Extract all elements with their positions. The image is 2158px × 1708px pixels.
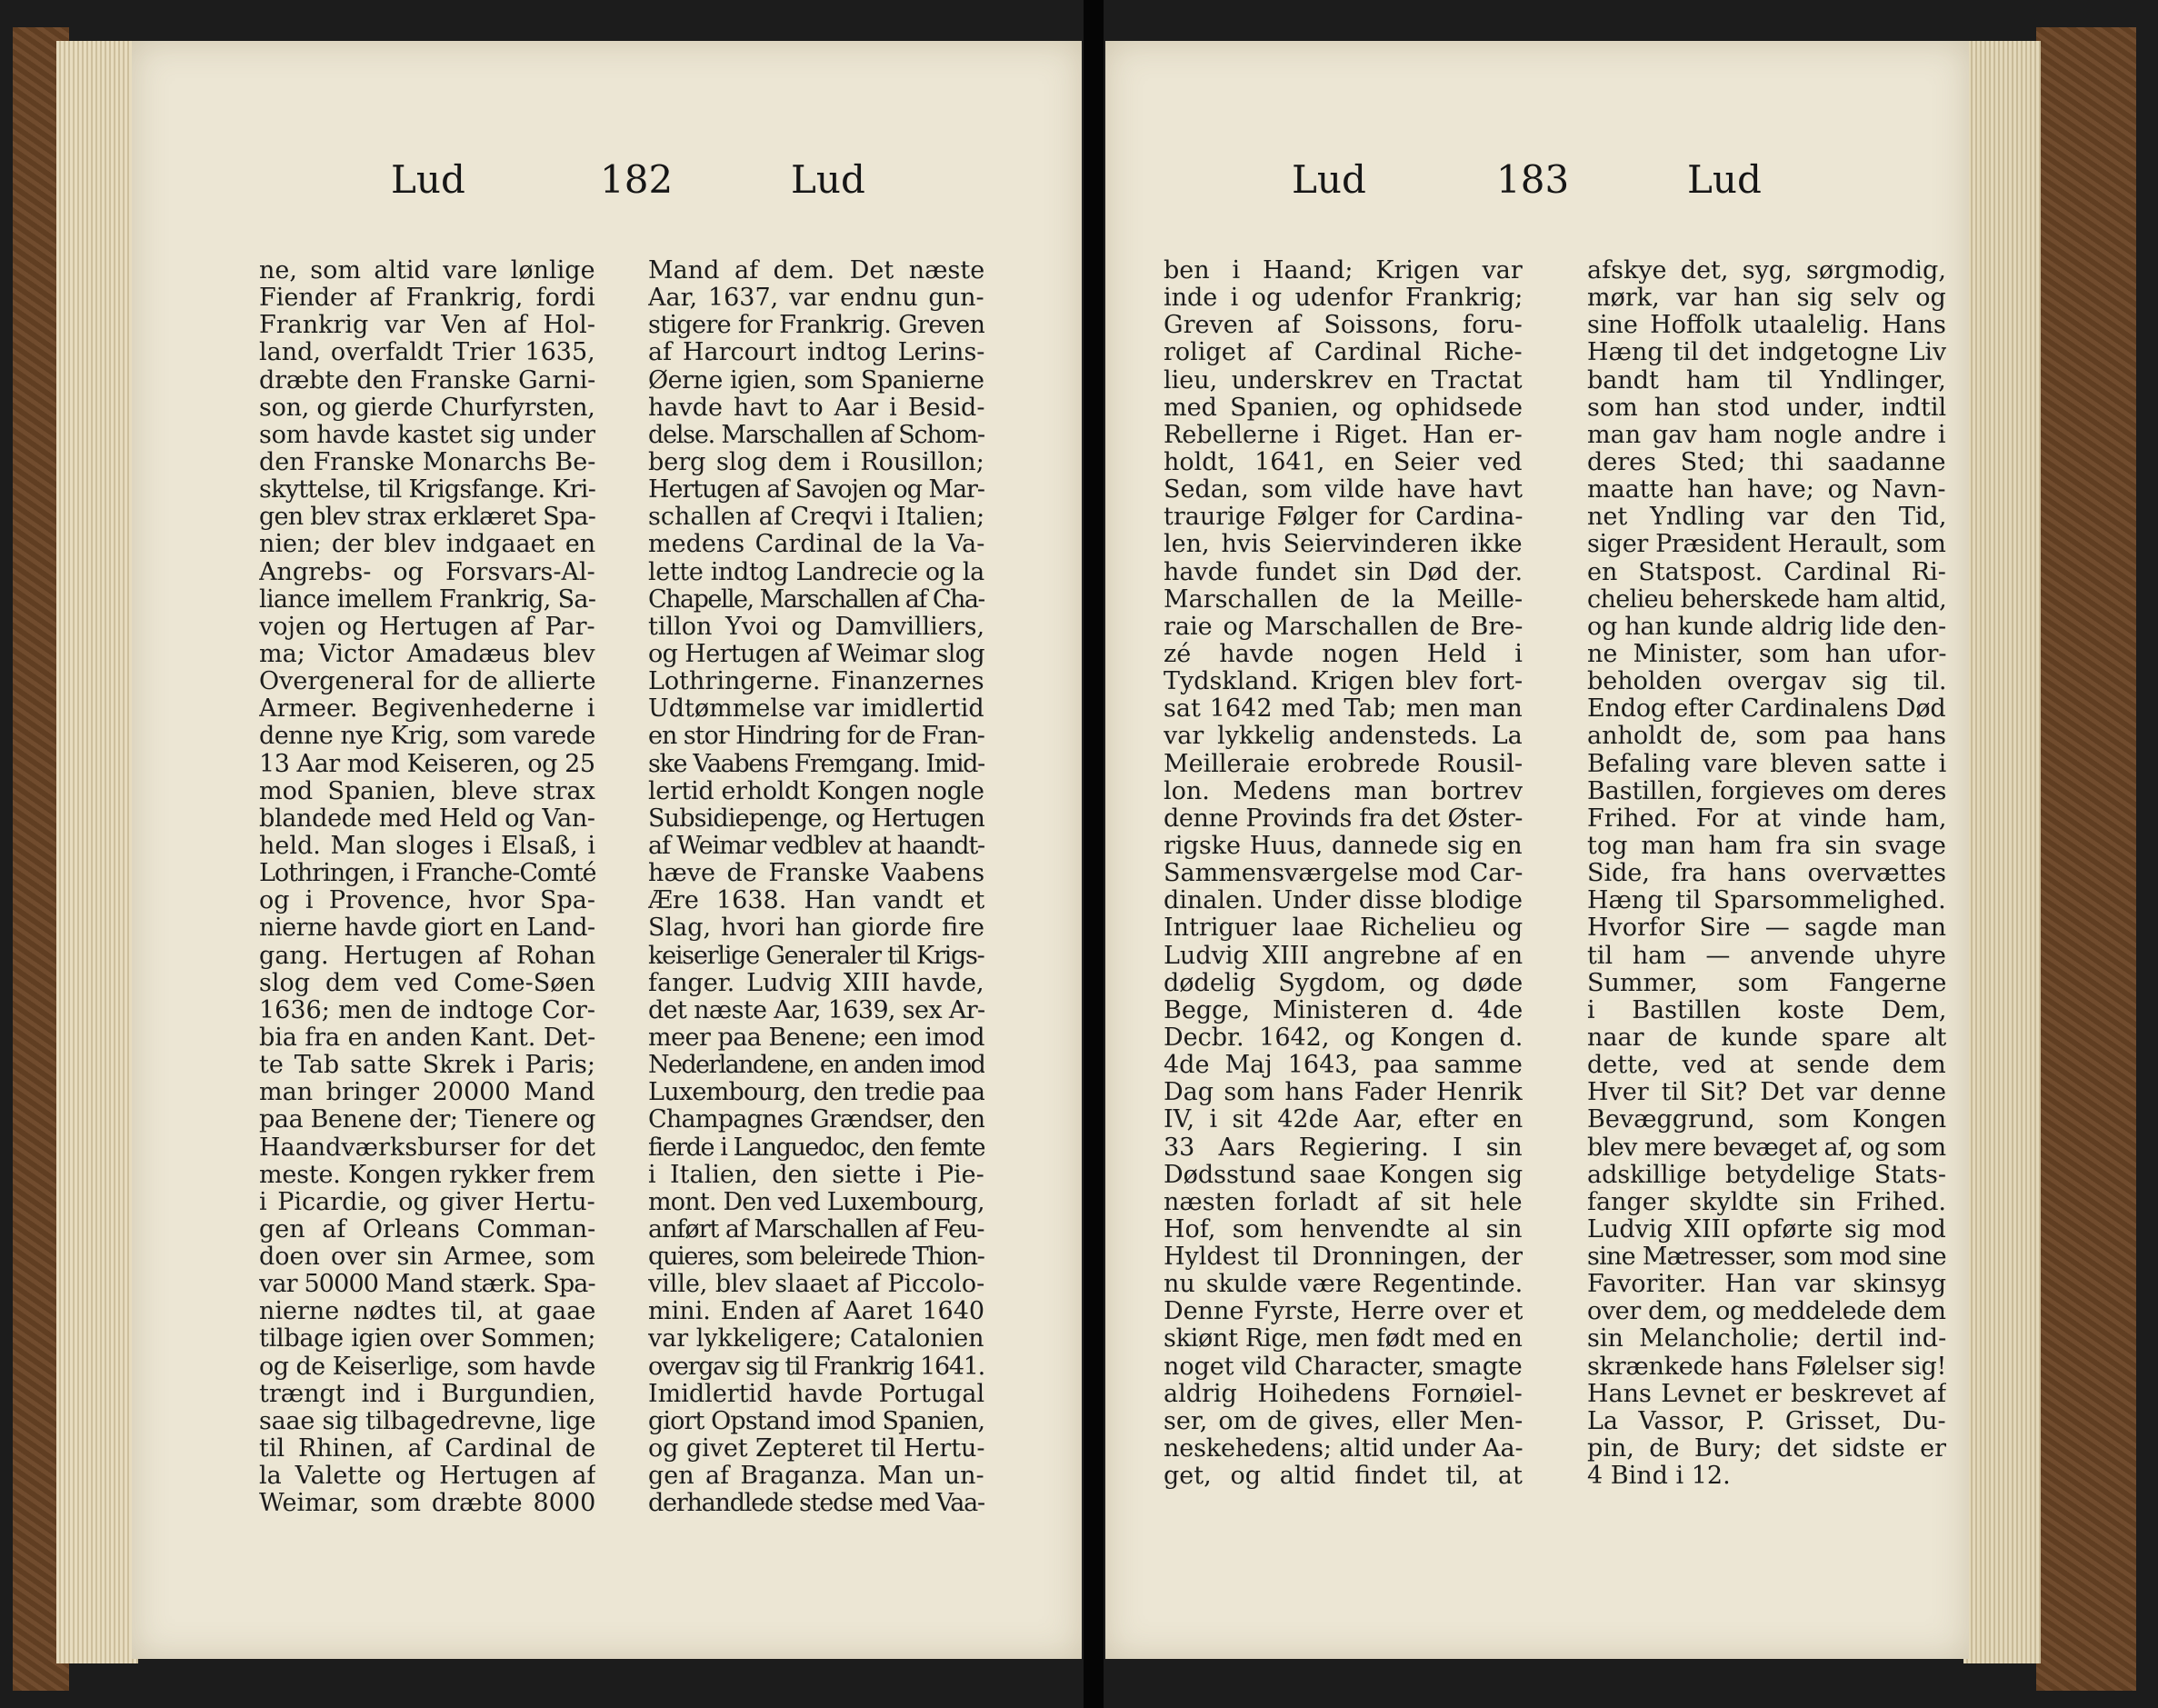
header-right-word: Lud: [1687, 157, 1762, 202]
text-line: sine Mætresser, som mod sine: [1587, 1244, 1946, 1272]
text-line: anført af Marschallen af Feu-: [648, 1215, 984, 1244]
page-number: 183: [1496, 157, 1570, 202]
text-line: berg slog dem i Rousillon;: [648, 448, 984, 476]
text-line: Summer, som Fangerne: [1587, 969, 1946, 997]
text-line: var lykkelig andensteds. La: [1164, 723, 1523, 751]
text-line: blandede med Held og Van-: [259, 804, 595, 833]
text-line: Hans Levnet er beskrevet af: [1587, 1380, 1946, 1408]
text-line: delse. Marschallen af Schom-: [648, 421, 984, 449]
text-line: pin, de Bury; det sidste er: [1587, 1435, 1946, 1463]
text-line: fanger. Ludvig XIII havde,: [648, 969, 984, 997]
text-line: Marschallen de la Meille-: [1164, 585, 1523, 614]
text-line: IV, i sit 42de Aar, efter en: [1164, 1106, 1523, 1134]
text-line: tillon Yvoi og Damvilliers,: [648, 613, 984, 641]
text-line: Bevæggrund, som Kongen: [1587, 1106, 1946, 1134]
text-line: Udtømmelse var imidlertid: [648, 695, 984, 724]
text-line: som han stod under, indtil: [1587, 394, 1946, 422]
text-line: bandt ham til Yndlinger,: [1587, 366, 1946, 395]
text-line: maatte han have; og Navn-: [1587, 476, 1946, 504]
text-line: mørk, var han sig selv og: [1587, 285, 1946, 313]
text-line: bia fra en anden Kant. Det-: [259, 1024, 595, 1052]
text-line: net Yndling var den Tid,: [1587, 504, 1946, 532]
text-column-1: [1164, 257, 1523, 1490]
text-line: Tydskland. Krigen blev fort-: [1164, 668, 1523, 696]
text-line: dødelig Sygdom, og døde: [1164, 969, 1523, 997]
text-line: det næste Aar, 1639, sex Ar-: [648, 996, 984, 1024]
text-line: tilbage igien over Sommen;: [259, 1325, 595, 1353]
text-line: medens Cardinal de la Va-: [648, 531, 984, 559]
text-line: Øerne igien, som Spanierne: [648, 366, 984, 395]
text-line: roliget af Cardinal Riche-: [1164, 339, 1523, 367]
text-line: anholdt de, som paa hans: [1587, 723, 1946, 751]
text-line: rigske Huus, dannede sig en: [1164, 832, 1523, 860]
text-line: ne Minister, som han ufor-: [1587, 640, 1946, 668]
text-line: lette indtog Landrecie og la: [648, 558, 984, 586]
text-line: sine Hoffolk utaalelig. Hans: [1587, 312, 1946, 340]
text-line: nien; der blev indgaaet en: [259, 531, 595, 559]
text-line: traurige Følger for Cardina-: [1164, 504, 1523, 532]
text-line: af Weimar vedblev at haandt-: [648, 832, 984, 860]
text-line: 33 Aars Regiering. I sin: [1164, 1134, 1523, 1162]
text-line: Ludvig XIII opførte sig mod: [1587, 1215, 1946, 1244]
text-line: Favoriter. Han var skinsyg: [1587, 1271, 1946, 1299]
text-line: noget vild Character, smagte: [1164, 1353, 1523, 1381]
text-line: dette, ved at sende dem: [1587, 1052, 1946, 1080]
text-line: en stor Hindring for de Fran-: [648, 723, 984, 751]
text-line: meste. Kongen rykker frem: [259, 1161, 595, 1189]
text-line: var lykkeligere; Catalonien: [648, 1325, 984, 1353]
text-line: skyttelse, til Krigsfange. Kri-: [259, 476, 595, 504]
text-line: næsten forladt af sit hele: [1164, 1188, 1523, 1216]
text-line: Angrebs- og Forsvars-Al-: [259, 558, 595, 586]
text-line: liance imellem Frankrig, Sa-: [259, 585, 595, 614]
text-line: naar de kunde spare alt: [1587, 1024, 1946, 1052]
text-line: siger Præsident Herault, som: [1587, 531, 1946, 559]
text-line: havde havt to Aar i Besid-: [648, 394, 984, 422]
text-line: Endog efter Cardinalens Død: [1587, 695, 1946, 724]
text-line: doen over sin Armee, som: [259, 1244, 595, 1272]
text-line: Hertugen af Savojen og Mar-: [648, 476, 984, 504]
text-line: sat 1642 med Tab; men man: [1164, 695, 1523, 724]
text-line: Hver til Sit? Det var denne: [1587, 1079, 1946, 1107]
text-line: en Statspost. Cardinal Ri-: [1587, 558, 1946, 586]
text-line: beholden overgav sig til.: [1587, 668, 1946, 696]
text-line: Nederlandene, en anden imod: [648, 1052, 984, 1080]
text-line: paa Benene der; Tienere og: [259, 1106, 595, 1134]
text-line: og de Keiserlige, som havde: [259, 1353, 595, 1381]
text-line: ne, som altid vare lønlige: [259, 257, 595, 285]
text-line: zé havde nogen Held i: [1164, 640, 1523, 668]
text-line: den Franske Monarchs Be-: [259, 448, 595, 476]
text-line: til Rhinen, af Cardinal de: [259, 1435, 595, 1463]
text-line: held. Man sloges i Elsaß, i: [259, 832, 595, 860]
text-line: mini. Enden af Aaret 1640: [648, 1298, 984, 1326]
text-line: Frankrig var Ven af Hol-: [259, 312, 595, 340]
text-line: Befaling vare bleven satte i: [1587, 750, 1946, 778]
text-line: gang. Hertugen af Rohan: [259, 942, 595, 970]
text-line: ske Vaabens Fremgang. Imid-: [648, 750, 984, 778]
text-line: Luxembourg, den tredie paa: [648, 1079, 984, 1107]
text-line: Weimar, som dræbte 8000: [259, 1490, 595, 1518]
text-line: stigere for Frankrig. Greven: [648, 312, 984, 340]
text-line: lieu, underskrev en Tractat: [1164, 366, 1523, 395]
text-line: giort Opstand imod Spanien,: [648, 1407, 984, 1435]
text-line: dinalen. Under disse blodige: [1164, 887, 1523, 915]
text-line: nierne havde giort en Land-: [259, 914, 595, 943]
text-line: Sammensværgelse mod Car-: [1164, 860, 1523, 888]
text-line: i Picardie, og giver Hertu-: [259, 1188, 595, 1216]
text-line: Bastillen, forgieves om deres: [1587, 777, 1946, 805]
text-line: ville, blev slaaet af Piccolo-: [648, 1271, 984, 1299]
text-line: 13 Aar mod Keiseren, og 25: [259, 750, 595, 778]
spine-divider: [1084, 0, 1104, 1708]
text-line: raie og Marschallen de Bre-: [1164, 613, 1523, 641]
text-line: Slag, hvori han giorde fire: [648, 914, 984, 943]
text-line: aldrig Hoihedens Fornøiel-: [1164, 1380, 1523, 1408]
text-line: land, overfaldt Trier 1635,: [259, 339, 595, 367]
text-line: Subsidiepenge, og Hertugen: [648, 804, 984, 833]
page-number: 182: [600, 157, 674, 202]
text-line: afskye det, syg, sørgmodig,: [1587, 257, 1946, 285]
text-line: og han kunde aldrig lide den-: [1587, 613, 1946, 641]
page-edges-left: [56, 41, 138, 1663]
text-line: denne Provinds fra det Øster-: [1164, 804, 1523, 833]
page-182: [132, 41, 1082, 1659]
text-line: Decbr. 1642, og Kongen d.: [1164, 1024, 1523, 1052]
text-line: lon. Medens man bortrev: [1164, 777, 1523, 805]
text-line: gen af Braganza. Man un-: [648, 1463, 984, 1491]
text-line: fierde i Languedoc, den femte: [648, 1134, 984, 1162]
text-line: 1636; men de indtoge Cor-: [259, 996, 595, 1024]
text-line: Rebellerne i Riget. Han er-: [1164, 421, 1523, 449]
page-183: [1105, 41, 1969, 1659]
text-line: get, og altid findet til, at: [1164, 1463, 1523, 1491]
text-line: sin Melancholie; dertil ind-: [1587, 1325, 1946, 1353]
text-line: Dag som hans Fader Henrik: [1164, 1079, 1523, 1107]
text-line: Greven af Soissons, foru-: [1164, 312, 1523, 340]
text-line: fanger skyldte sin Frihed.: [1587, 1188, 1946, 1216]
text-line: Lothringerne. Finanzernes: [648, 668, 984, 696]
text-line: til ham — anvende uhyre: [1587, 942, 1946, 970]
text-line: Overgeneral for de allierte: [259, 668, 595, 696]
text-line: lertid erholdt Kongen nogle: [648, 777, 984, 805]
text-line: Dødsstund saae Kongen sig: [1164, 1161, 1523, 1189]
text-line: man bringer 20000 Mand: [259, 1079, 595, 1107]
text-line: Lothringen, i Franche-Comté: [259, 860, 595, 888]
text-line: nu skulde være Regentinde.: [1164, 1271, 1523, 1299]
text-line: havde fundet sin Død der.: [1164, 558, 1523, 586]
text-line: Mand af dem. Det næste: [648, 257, 984, 285]
text-line: ma; Victor Amadæus blev: [259, 640, 595, 668]
text-line: mod Spanien, bleve strax: [259, 777, 595, 805]
text-line: holdt, 1641, en Seier ved: [1164, 448, 1523, 476]
text-column-2: [1587, 257, 1946, 1490]
text-line: tog man ham fra sin svage: [1587, 832, 1946, 860]
text-line: trængt ind i Burgundien,: [259, 1380, 595, 1408]
text-line: og i Provence, hvor Spa-: [259, 887, 595, 915]
text-column-1: [259, 257, 595, 1517]
text-line: i Bastillen koste Dem,: [1587, 996, 1946, 1024]
text-line: chelieu beherskede ham altid,: [1587, 585, 1946, 614]
text-line: la Valette og Hertugen af: [259, 1463, 595, 1491]
text-line: saae sig tilbagedrevne, lige: [259, 1407, 595, 1435]
text-line: Fiender af Frankrig, fordi: [259, 285, 595, 313]
text-line: gen af Orleans Comman-: [259, 1215, 595, 1244]
text-line: Ære 1638. Han vandt et: [648, 887, 984, 915]
text-line: af Harcourt indtog Lerins-: [648, 339, 984, 367]
text-line: Aar, 1637, var endnu gun-: [648, 285, 984, 313]
text-line: Chapelle, Marschallen af Cha-: [648, 585, 984, 614]
text-line: ben i Haand; Krigen var: [1164, 257, 1523, 285]
text-line: ser, om de gives, eller Men-: [1164, 1407, 1523, 1435]
text-line: quieres, som beleirede Thion-: [648, 1244, 984, 1272]
text-line: Begge, Ministeren d. 4de: [1164, 996, 1523, 1024]
text-line: over dem, og meddelede dem: [1587, 1298, 1946, 1326]
text-line: var 50000 Mand stærk. Spa-: [259, 1271, 595, 1299]
text-line: Imidlertid havde Portugal: [648, 1380, 984, 1408]
text-line: Hyldest til Dronningen, der: [1164, 1244, 1523, 1272]
text-line: Intriguer laae Richelieu og: [1164, 914, 1523, 943]
header-left-word: Lud: [1292, 157, 1366, 202]
page-header: [1105, 157, 1969, 212]
text-line: skiønt Rige, men født med en: [1164, 1325, 1523, 1353]
text-line: hæve de Franske Vaabens: [648, 860, 984, 888]
text-line: Hæng til Sparsommelighed.: [1587, 887, 1946, 915]
text-line: Hof, som henvendte al sin: [1164, 1215, 1523, 1244]
text-column-2: [648, 257, 984, 1517]
text-line: blev mere bevæget af, og som: [1587, 1134, 1946, 1162]
text-line: skrænkede hans Følelser sig!: [1587, 1353, 1946, 1381]
text-line: La Vassor, P. Grisset, Du-: [1587, 1407, 1946, 1435]
text-line: Armeer. Begivenhederne i: [259, 695, 595, 724]
text-line: inde i og udenfor Frankrig;: [1164, 285, 1523, 313]
header-right-word: Lud: [791, 157, 865, 202]
book-cover-right: [2036, 27, 2136, 1691]
text-line: keiserlige Generaler til Krigs-: [648, 942, 984, 970]
text-line: Sedan, som vilde have havt: [1164, 476, 1523, 504]
text-line: mont. Den ved Luxembourg,: [648, 1188, 984, 1216]
text-line: Hæng til det indgetogne Liv: [1587, 339, 1946, 367]
text-line: og givet Zepteret til Hertu-: [648, 1435, 984, 1463]
text-line: dræbte den Franske Garni-: [259, 366, 595, 395]
text-line: Hvorfor Sire — sagde man: [1587, 914, 1946, 943]
text-line: meer paa Benene; een imod: [648, 1024, 984, 1052]
text-line: man gav ham nogle andre i: [1587, 421, 1946, 449]
text-line: adskillige betydelige Stats-: [1587, 1161, 1946, 1189]
page-header: [132, 157, 1082, 212]
header-left-word: Lud: [391, 157, 465, 202]
text-line: og Hertugen af Weimar slog: [648, 640, 984, 668]
text-line: 4 Bind i 12.: [1587, 1463, 1731, 1491]
text-line: deres Sted; thi saadanne: [1587, 448, 1946, 476]
page-edges-right: [1963, 41, 2041, 1663]
text-line: slog dem ved Come-Søen: [259, 969, 595, 997]
text-line: schallen af Creqvi i Italien;: [648, 504, 984, 532]
text-line: neskehedens; altid under Aa-: [1164, 1435, 1523, 1463]
text-line: son, og gierde Churfyrsten,: [259, 394, 595, 422]
text-line: nierne nødtes til, at gaae: [259, 1298, 595, 1326]
text-line: gen blev strax erklæret Spa-: [259, 504, 595, 532]
text-line: i Italien, den siette i Pie-: [648, 1161, 984, 1189]
text-line: Side, fra hans overvættes: [1587, 860, 1946, 888]
text-line: som havde kastet sig under: [259, 421, 595, 449]
text-line: 4de Maj 1643, paa samme: [1164, 1052, 1523, 1080]
text-line: overgav sig til Frankrig 1641.: [648, 1353, 984, 1381]
text-line: med Spanien, og ophidsede: [1164, 394, 1523, 422]
text-line: derhandlede stedse med Vaa-: [648, 1490, 984, 1518]
text-line: Frihed. For at vinde ham,: [1587, 804, 1946, 833]
text-line: Meilleraie erobrede Rousil-: [1164, 750, 1523, 778]
text-line: Denne Fyrste, Herre over et: [1164, 1298, 1523, 1326]
text-line: Ludvig XIII angrebne af en: [1164, 942, 1523, 970]
text-line: vojen og Hertugen af Par-: [259, 613, 595, 641]
text-line: te Tab satte Skrek i Paris;: [259, 1052, 595, 1080]
text-line: len, hvis Seiervinderen ikke: [1164, 531, 1523, 559]
text-line: Champagnes Grændser, den: [648, 1106, 984, 1134]
text-line: Haandværksburser for det: [259, 1134, 595, 1162]
text-line: denne nye Krig, som varede: [259, 723, 595, 751]
